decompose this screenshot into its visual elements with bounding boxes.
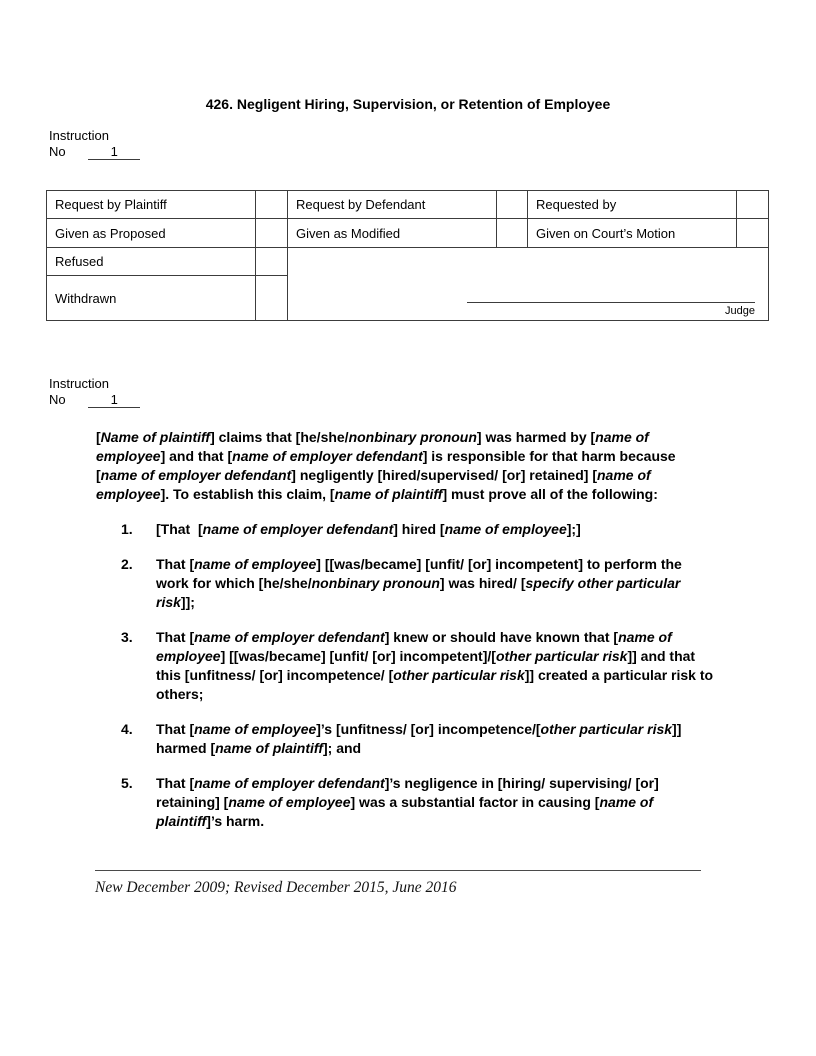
list-number-1: 1. <box>121 521 133 537</box>
instruction-number-block-top <box>49 128 140 160</box>
instruction-number-value: 1 <box>88 392 140 408</box>
instruction-label: Instruction <box>49 128 109 143</box>
cell-requested-by: Requested by <box>528 191 737 219</box>
instruction-number-block-body <box>49 376 140 408</box>
cell-given-as-proposed: Given as Proposed <box>47 219 256 248</box>
list-number-3: 3. <box>121 629 133 645</box>
disposition-table <box>46 190 769 321</box>
mark-cell-given-on-courts-motion <box>737 219 769 248</box>
table-row <box>47 219 769 248</box>
list-item-1 <box>96 520 716 539</box>
cell-given-on-courts-motion: Given on Court’s Motion <box>528 219 737 248</box>
list-item-3 <box>96 628 716 704</box>
mark-cell-request-by-defendant <box>497 191 528 219</box>
list-number-5: 5. <box>121 775 133 791</box>
list-item-3-text: That [name of employer defendant] knew or should have known that [name of employee] [[was/became] [unfit/ [or] incompetent]/[other particular risk]] and that this [unfitness/ [or] incompetence/ [other particular risk]] created a particular risk to others; <box>156 629 717 702</box>
list-item-2-text: That [name of employee] [[was/became] [unfit/ [or] incompetent] to perform the work for which [he/she/nonbinary pronoun] was hired/ [specify other particular risk]]; <box>156 556 686 610</box>
footer-divider-line <box>95 870 701 871</box>
list-item-4-text: That [name of employee]’s [unfitness/ [or] incompetence/[other particular risk]] harmed [name of plaintiff]; and <box>156 721 686 756</box>
instruction-no-label: No <box>49 144 66 159</box>
instruction-label: Instruction <box>49 376 109 391</box>
mark-cell-given-as-proposed <box>256 219 288 248</box>
cell-withdrawn: Withdrawn <box>47 276 256 321</box>
list-item-1-text: [That [name of employer defendant] hired [name of employee];] <box>156 521 581 537</box>
instruction-no-label: No <box>49 392 66 407</box>
mark-cell-withdrawn <box>256 276 288 321</box>
mark-cell-refused <box>256 248 288 276</box>
table-row <box>47 191 769 219</box>
cell-refused: Refused <box>47 248 256 276</box>
page-title: 426. Negligent Hiring, Supervision, or Retention of Employee <box>205 96 611 112</box>
mark-cell-requested-by <box>737 191 769 219</box>
footer <box>95 870 701 897</box>
revision-history: New December 2009; Revised December 2015, June 2016 <box>95 879 457 896</box>
judge-signature-cell <box>288 248 769 321</box>
instruction-intro-paragraph: [Name of plaintiff] claims that [he/she/nonbinary pronoun] was harmed by [name of employee] and that [name of employer defendant] is responsible for that harm because [name of employer defendant] negligently [hired/supervised/ [or] retained] [name of employee]. To establish this claim, [name of plaintiff] must prove all of the following: <box>96 429 680 502</box>
mark-cell-request-by-plaintiff <box>256 191 288 219</box>
list-item-4 <box>96 720 716 758</box>
instruction-number-value: 1 <box>88 144 140 160</box>
cell-given-as-modified: Given as Modified <box>288 219 497 248</box>
cell-request-by-plaintiff: Request by Plaintiff <box>47 191 256 219</box>
list-item-2 <box>96 555 716 612</box>
list-number-2: 2. <box>121 556 133 572</box>
cell-request-by-defendant: Request by Defendant <box>288 191 497 219</box>
judge-label: Judge <box>725 305 755 317</box>
table-row <box>47 248 769 276</box>
list-item-5 <box>96 774 716 831</box>
list-item-5-text: That [name of employer defendant]’s negligence in [hiring/ supervising/ [or] retaining] [name of employee] was a substantial factor in causing [name of plaintiff]’s harm. <box>156 775 663 829</box>
instruction-text <box>96 428 716 831</box>
mark-cell-given-as-modified <box>497 219 528 248</box>
list-number-4: 4. <box>121 721 133 737</box>
judge-signature-line <box>467 302 755 303</box>
